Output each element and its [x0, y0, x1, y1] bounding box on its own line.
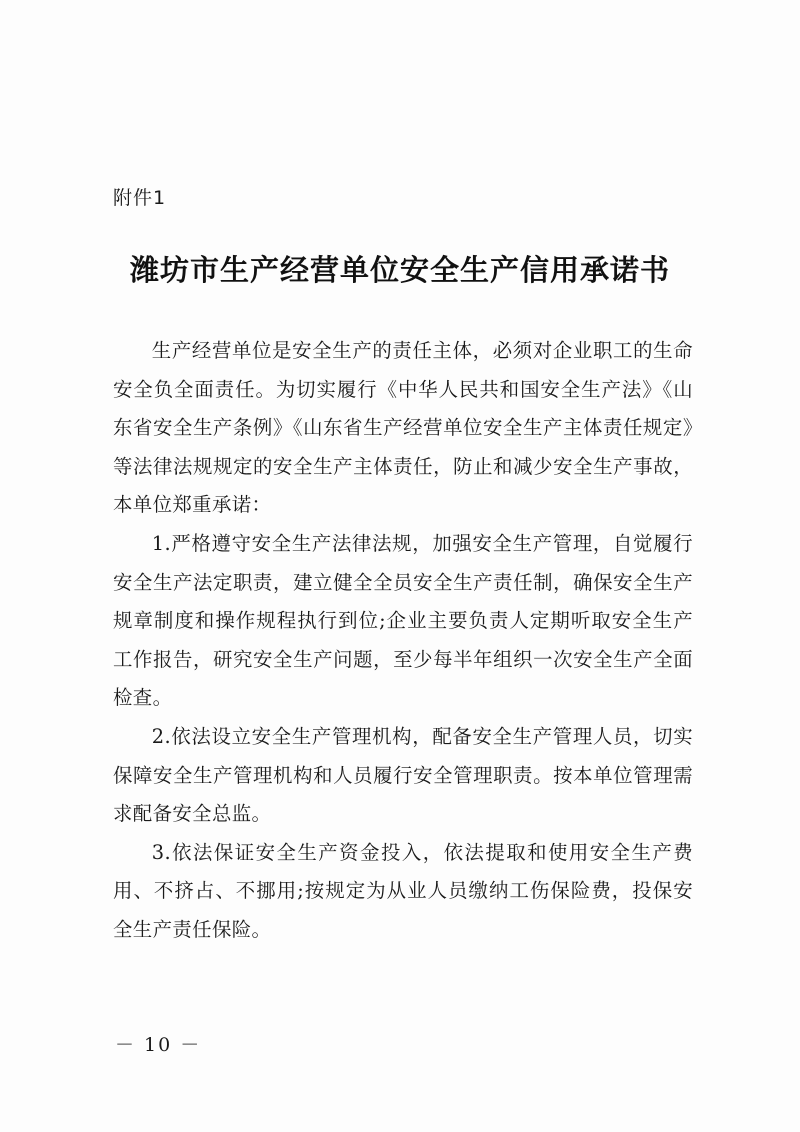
document-title: 潍坊市生产经营单位安全生产信用承诺书 — [129, 253, 670, 287]
intro-paragraph: 生产经营单位是安全生产的责任主体，必须对企业职工的生命安全负全面责任。为切实履行《中华人民共和国安全生产法》《山东省安全生产条例》《山东省生产经营单位安全生产主体责任规定》等法律法规规定的安全生产主体责任，防止和减少安全生产事故，本单位郑重承诺： — [113, 339, 693, 517]
document-body — [113, 332, 693, 950]
commitment-item-1: 1.严格遵守安全生产法律法规，加强安全生产管理，自觉履行安全生产法定职责，建立健全全员安全生产责任制，确保安全生产规章制度和操作规程执行到位;企业主要负责人定期听取安全生产工作报告，研究安全生产问题，至少每半年组织一次安全生产全面检查。 — [113, 531, 693, 710]
commitment-item-2: 2.依法设立安全生产管理机构，配备安全生产管理人员，切实保障安全生产管理机构和人员履行安全管理职责。按本单位管理需求配备安全总监。 — [113, 724, 693, 826]
page-number: － 10 － — [115, 1034, 202, 1056]
commitment-item-3: 3.依法保证安全生产资金投入，依法提取和使用安全生产费用、不挤占、不挪用;按规定为从业人员缴纳工伤保险费，投保安全生产责任保险。 — [113, 840, 693, 941]
attachment-label: 附件1 — [113, 187, 167, 209]
